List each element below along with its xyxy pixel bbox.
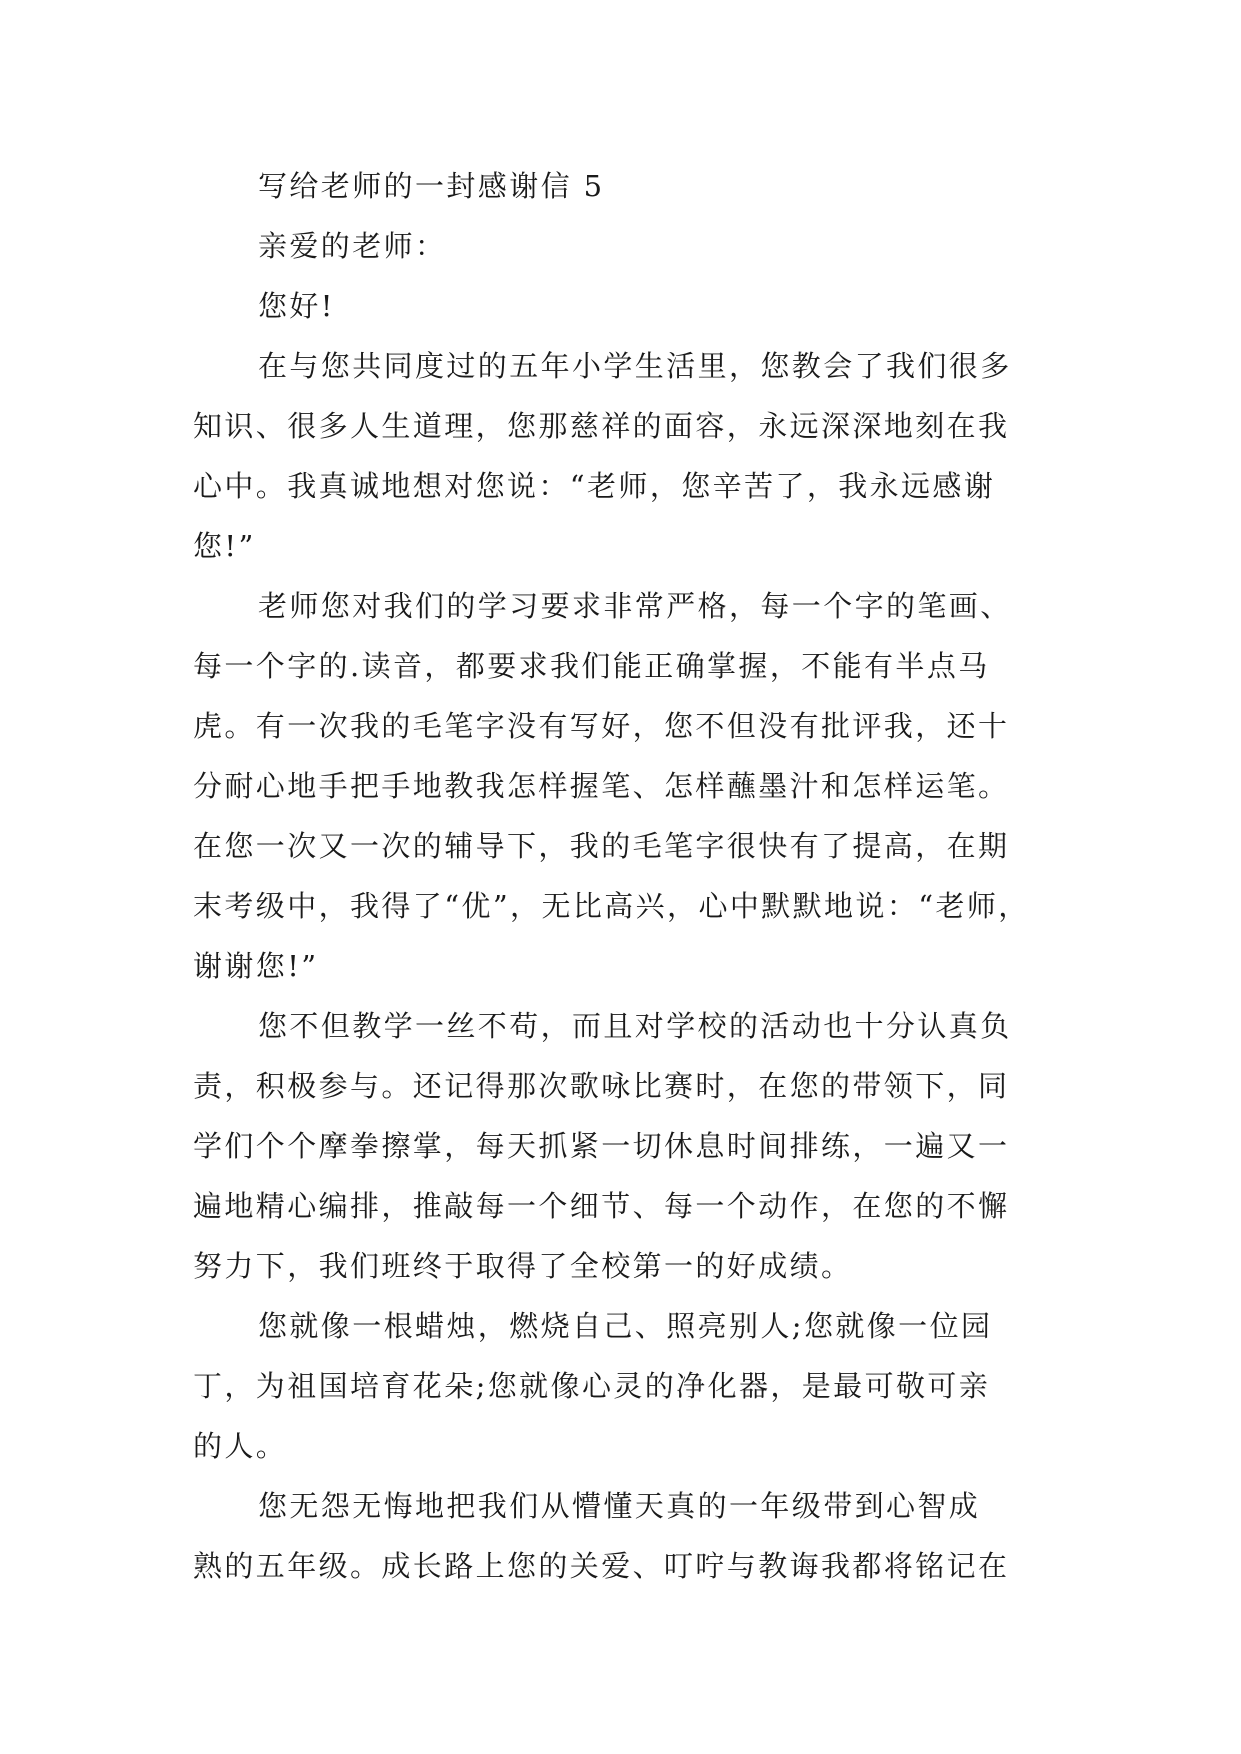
paragraph-1-line-4: 您!” [193, 529, 256, 563]
paragraph-2-line-5: 在您一次又一次的辅导下，我的毛笔字很快有了提高，在期 [193, 829, 1010, 863]
greeting: 您好! [258, 289, 335, 323]
paragraph-2-line-7: 谢谢您!” [193, 949, 319, 983]
paragraph-2-line-3: 虎。有一次我的毛笔字没有写好，您不但没有批评我，还十 [193, 709, 1010, 743]
paragraph-3-line-3: 学们个个摩拳擦掌，每天抓紧一切休息时间排练，一遍又一 [193, 1129, 1010, 1163]
paragraph-4-line-2: 丁，为祖国培育花朵;您就像心灵的净化器，是最可敬可亲 [193, 1369, 991, 1403]
paragraph-4-line-1: 您就像一根蜡烛，燃烧自己、照亮别人;您就像一位园 [258, 1309, 993, 1343]
paragraph-1-line-3: 心中。我真诚地想对您说：“老师，您辛苦了，我永远感谢 [193, 469, 996, 503]
paragraph-3-line-2: 责，积极参与。还记得那次歌咏比赛时，在您的带领下，同 [193, 1069, 1010, 1103]
paragraph-2-line-4: 分耐心地手把手地教我怎样握笔、怎样蘸墨汁和怎样运笔。 [193, 769, 1010, 803]
paragraph-1-line-1: 在与您共同度过的五年小学生活里，您教会了我们很多 [258, 349, 1012, 383]
paragraph-2-line-6: 末考级中，我得了“优”，无比高兴，心中默默地说：“老师， [193, 889, 1030, 923]
paragraph-3-line-4: 遍地精心编排，推敲每一个细节、每一个动作，在您的不懈 [193, 1189, 1010, 1223]
paragraph-5-line-1: 您无怨无悔地把我们从懵懂天真的一年级带到心智成 [258, 1489, 981, 1523]
paragraph-2-line-1: 老师您对我们的学习要求非常严格，每一个字的笔画、 [258, 589, 1012, 623]
paragraph-1-line-2: 知识、很多人生道理，您那慈祥的面容，永远深深地刻在我 [193, 409, 1010, 443]
letter-title: 写给老师的一封感谢信 5 [258, 169, 605, 203]
salutation: 亲爱的老师： [258, 229, 447, 263]
paragraph-3-line-1: 您不但教学一丝不苟，而且对学校的活动也十分认真负 [258, 1009, 1012, 1043]
paragraph-3-line-5: 努力下，我们班终于取得了全校第一的好成绩。 [193, 1249, 853, 1283]
paragraph-5-line-2: 熟的五年级。成长路上您的关爱、叮咛与教诲我都将铭记在 [193, 1549, 1010, 1583]
paragraph-4-line-3: 的人。 [193, 1429, 288, 1463]
paragraph-2-line-2: 每一个字的.读音，都要求我们能正确掌握，不能有半点马 [193, 649, 990, 683]
